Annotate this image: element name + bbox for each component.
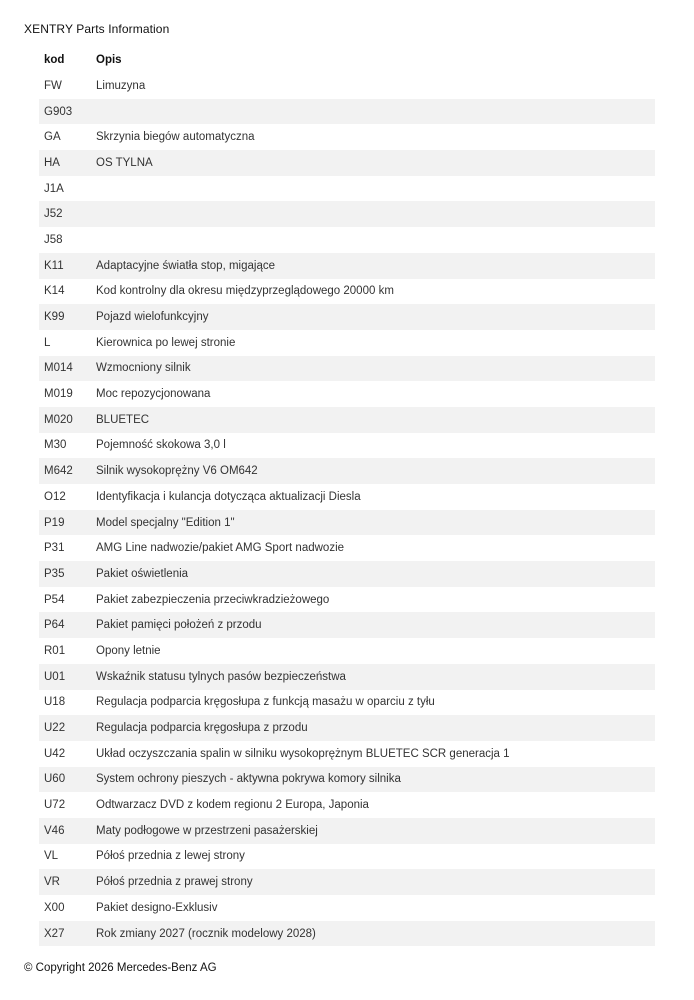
row-description: Silnik wysokoprężny V6 OM642 [96, 465, 258, 478]
row-description: Moc repozycjonowana [96, 388, 211, 401]
row-description: Kierownica po lewej stronie [96, 336, 236, 349]
row-code: M020 [44, 413, 73, 426]
row-code: G903 [44, 105, 73, 118]
column-header-description: Opis [96, 53, 122, 66]
row-description: Wskaźnik statusu tylnych pasów bezpieczeństwa [96, 670, 346, 683]
row-description: Pakiet designo-Exklusiv [96, 901, 218, 914]
row-description: Pakiet pamięci położeń z przodu [96, 619, 262, 632]
row-code: J58 [44, 233, 63, 246]
row-code: VL [44, 850, 59, 863]
table-row [39, 715, 655, 741]
row-code: P64 [44, 619, 65, 632]
row-code: M014 [44, 362, 73, 375]
table-row [39, 304, 655, 330]
row-code: O12 [44, 490, 66, 503]
row-description: Pakiet zabezpieczenia przeciwkradzieżowego [96, 593, 330, 606]
row-code: X00 [44, 901, 65, 914]
row-code: K14 [44, 285, 65, 298]
row-code: P19 [44, 516, 65, 529]
table-row [39, 535, 655, 561]
row-code: U42 [44, 747, 66, 760]
row-description: Maty podłogowe w przestrzeni pasażerskiej [96, 824, 318, 837]
table-row [39, 869, 655, 895]
table-row [39, 638, 655, 664]
table-row [39, 201, 655, 227]
row-description: Rok zmiany 2027 (rocznik modelowy 2028) [96, 927, 316, 940]
table-row [39, 458, 655, 484]
row-description: OŚ TYLNA [96, 156, 153, 169]
row-description: Półoś przednia z lewej strony [96, 850, 245, 863]
row-description: Identyfikacja i kulancja dotycząca aktualizacji Diesla [96, 490, 361, 503]
row-code: V46 [44, 824, 65, 837]
row-code: HA [44, 156, 60, 169]
table-row [39, 356, 655, 382]
row-code: U18 [44, 696, 66, 709]
column-header-code: kod [44, 53, 65, 66]
table-row [39, 561, 655, 587]
table-row [39, 124, 655, 150]
row-code: VR [44, 876, 60, 889]
table-body [39, 73, 655, 946]
row-code: M30 [44, 439, 67, 452]
copyright-text: © Copyright 2026 Mercedes-Benz AG [24, 962, 217, 974]
row-code: P54 [44, 593, 65, 606]
row-description: Kod kontrolny dla okresu międzyprzeglądowego 20000 km [96, 285, 394, 298]
table-header-row [39, 46, 655, 73]
row-description: Pakiet oświetlenia [96, 567, 189, 580]
table-row [39, 767, 655, 793]
row-description: AMG Line nadwozie/pakiet AMG Sport nadwozie [96, 542, 345, 555]
row-code: U22 [44, 722, 66, 735]
table-row [39, 330, 655, 356]
table-row [39, 227, 655, 253]
table-row [39, 407, 655, 433]
row-code: U01 [44, 670, 66, 683]
row-description: Układ oczyszczania spalin w silniku wysokoprężnym BLUETEC SCR generacja 1 [96, 747, 510, 760]
row-code: L [44, 336, 51, 349]
table-row [39, 433, 655, 459]
table-row [39, 664, 655, 690]
row-description: BLUETEC [96, 413, 150, 426]
table-row [39, 921, 655, 947]
table-row [39, 73, 655, 99]
table-row [39, 176, 655, 202]
row-code: U60 [44, 773, 66, 786]
row-code: M642 [44, 465, 73, 478]
row-description: Adaptacyjne światła stop, migające [96, 259, 275, 272]
parts-table [39, 46, 655, 946]
page-title: XENTRY Parts Information [24, 22, 170, 36]
row-code: M019 [44, 388, 73, 401]
row-code: GA [44, 131, 61, 144]
table-row [39, 381, 655, 407]
table-row [39, 690, 655, 716]
table-row [39, 818, 655, 844]
row-code: K99 [44, 311, 65, 324]
row-description: Model specjalny "Edition 1" [96, 516, 235, 529]
table-row [39, 99, 655, 125]
table-row [39, 792, 655, 818]
row-description: Półoś przednia z prawej strony [96, 876, 253, 889]
row-description: Pojemność skokowa 3,0 l [96, 439, 226, 452]
row-code: P31 [44, 542, 65, 555]
row-description: Wzmocniony silnik [96, 362, 191, 375]
row-description: Opony letnie [96, 644, 161, 657]
table-row [39, 741, 655, 767]
table-row [39, 253, 655, 279]
row-code: X27 [44, 927, 65, 940]
row-code: K11 [44, 259, 64, 272]
row-description: Skrzynia biegów automatyczna [96, 131, 255, 144]
row-description: Regulacja podparcia kręgosłupa z funkcją masażu w oparciu z tyłu [96, 696, 435, 709]
table-row [39, 895, 655, 921]
table-row [39, 510, 655, 536]
table-row [39, 612, 655, 638]
row-code: P35 [44, 567, 65, 580]
table-row [39, 844, 655, 870]
row-description: System ochrony pieszych - aktywna pokrywa komory silnika [96, 773, 401, 786]
row-description: Limuzyna [96, 79, 146, 92]
row-code: FW [44, 79, 62, 92]
table-row [39, 484, 655, 510]
row-code: J1A [44, 182, 64, 195]
row-code: J52 [44, 208, 63, 221]
row-code: U72 [44, 799, 66, 812]
table-row [39, 279, 655, 305]
table-row [39, 150, 655, 176]
row-code: R01 [44, 644, 66, 657]
table-row [39, 587, 655, 613]
row-description: Regulacja podparcia kręgosłupa z przodu [96, 722, 308, 735]
row-description: Pojazd wielofunkcyjny [96, 311, 209, 324]
row-description: Odtwarzacz DVD z kodem regionu 2 Europa, Japonia [96, 799, 369, 812]
